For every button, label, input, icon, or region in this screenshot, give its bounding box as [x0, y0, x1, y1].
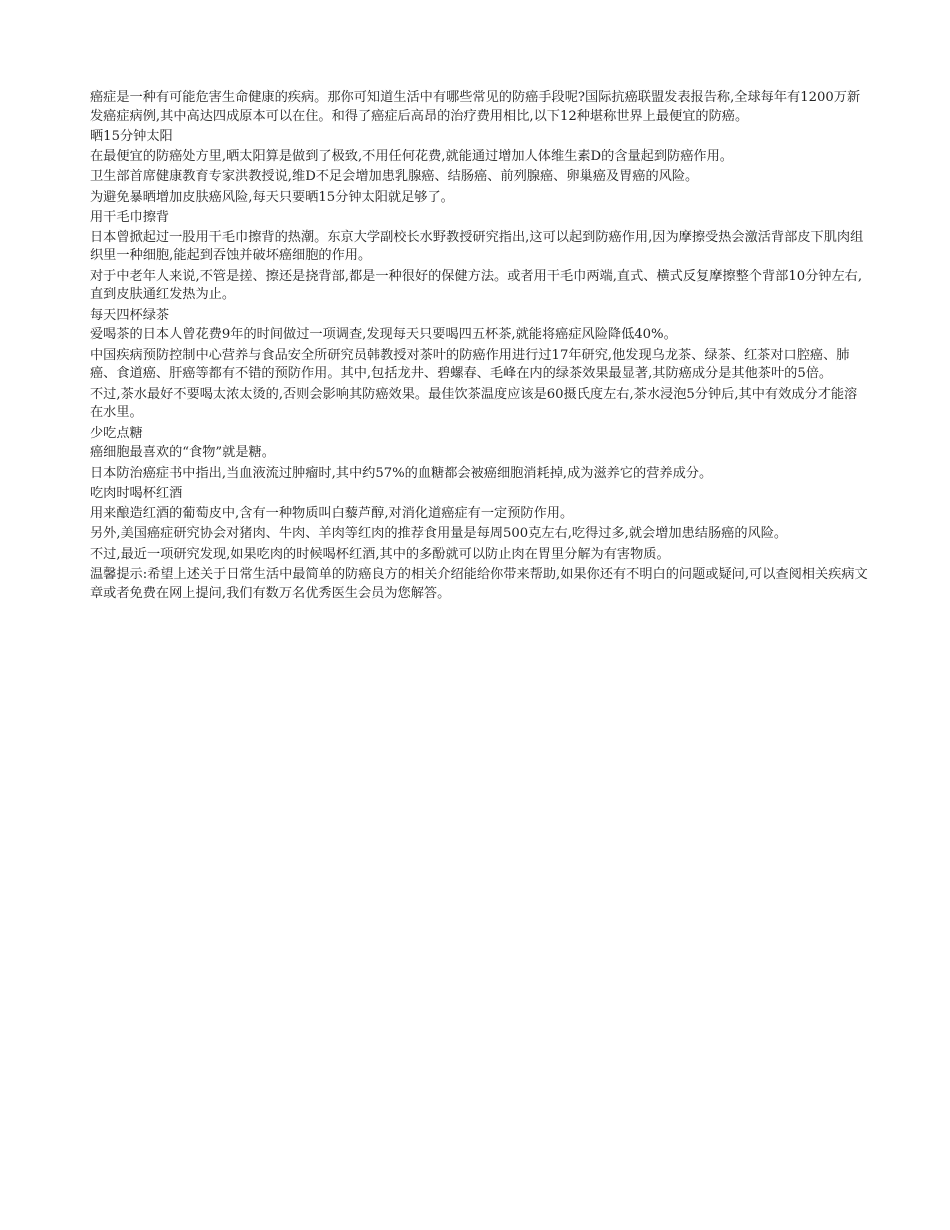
section-heading-sunlight: 晒15分钟太阳	[90, 129, 173, 144]
sugar-paragraph-2: 日本防治癌症书中指出,当血液流过肿瘤时,其中约57%的血糖都会被癌细胞消耗掉,成为滋养它的营养成分。	[90, 465, 713, 481]
section-heading-green-tea: 每天四杯绿茶	[90, 307, 170, 323]
red-wine-paragraph-3: 不过,最近一项研究发现,如果吃肉的时候喝杯红酒,其中的多酚就可以防止肉在胃里分解为有害物质。	[90, 546, 670, 562]
red-wine-paragraph-2: 另外,美国癌症研究协会对猪肉、牛肉、羊肉等红肉的推荐食用量是每周500克左右,吃得过多,就会增加患结肠癌的风险。	[90, 526, 788, 541]
green-tea-paragraph-3: 不过,茶水最好不要喝太浓太烫的,否则会影响其防癌效果。最佳饮茶温度应该是60摄氏度左右,茶水浸泡5分钟后,其中有效成分才能溶在水里。	[90, 386, 858, 420]
sugar-paragraph-1: 癌细胞最喜欢的“食物”就是糖。	[90, 445, 275, 460]
sunlight-paragraph-2: 卫生部首席健康教育专家洪教授说,维D不足会增加患乳腺癌、结肠癌、前列腺癌、卵巢癌及胃癌的风险。	[90, 169, 699, 184]
red-wine-paragraph-1: 用来酿造红酒的葡萄皮中,含有一种物质叫白藜芦醇,对消化道癌症有一定预防作用。	[90, 505, 574, 521]
sunlight-paragraph-1: 在最便宜的防癌处方里,晒太阳算是做到了极致,不用任何花费,就能通过增加人体维生素D的含量起到防癌作用。	[90, 148, 733, 164]
intro-paragraph: 癌症是一种有可能危害生命健康的疾病。那你可知道生活中有哪些常见的防癌手段呢?国际抗癌联盟发表报告称,全球每年有1200万新发癌症病例,其中高达四成原本可以在住。和得了癌症后高昂的治疗费用相比,以下12种堪称世界上最便宜的防癌。	[90, 90, 861, 124]
section-heading-red-wine: 吃肉时喝杯红酒	[90, 486, 183, 501]
section-heading-sugar: 少吃点糖	[90, 425, 143, 441]
sunlight-paragraph-3: 为避免暴晒增加皮肤癌风险,每天只要晒15分钟太阳就足够了。	[90, 189, 454, 205]
section-heading-towel: 用干毛巾擦背	[90, 210, 170, 225]
towel-paragraph-1: 日本曾掀起过一股用干毛巾擦背的热潮。东京大学副校长水野教授研究指出,这可以起到防癌作用,因为摩擦受热会激活背部皮下肌肉组织里一种细胞,能起到吞蚀并破坏癌细胞的作用。	[90, 229, 864, 263]
tip-paragraph: 温馨提示:希望上述关于日常生活中最简单的防癌良方的相关介绍能给你带来帮助,如果你还有不明白的问题或疑问,可以查阅相关疾病文章或者免费在网上提问,我们有数万名优秀医生会员为您解答。	[90, 567, 868, 601]
green-tea-paragraph-2: 中国疾病预防控制中心营养与食品安全所研究员韩教授对茶叶的防癌作用进行过17年研究,他发现乌龙茶、绿茶、红茶对口腔癌、肺癌、食道癌、肝癌等都有不错的预防作用。其中,包括龙井、碧螺春、毛峰在内的绿茶效果最显著,其防癌成分是其他茶叶的5倍。	[90, 347, 850, 381]
article-body	[90, 89, 870, 605]
green-tea-paragraph-1: 爱喝茶的日本人曾花费9年的时间做过一项调查,发现每天只要喝四五杯茶,就能将癌症风险降低40%。	[90, 327, 677, 342]
towel-paragraph-2: 对于中老年人来说,不管是搓、擦还是挠背部,都是一种很好的保健方法。或者用干毛巾两端,直式、横式反复摩擦整个背部10分钟左右,直到皮肤通红发热为止。	[90, 268, 863, 302]
